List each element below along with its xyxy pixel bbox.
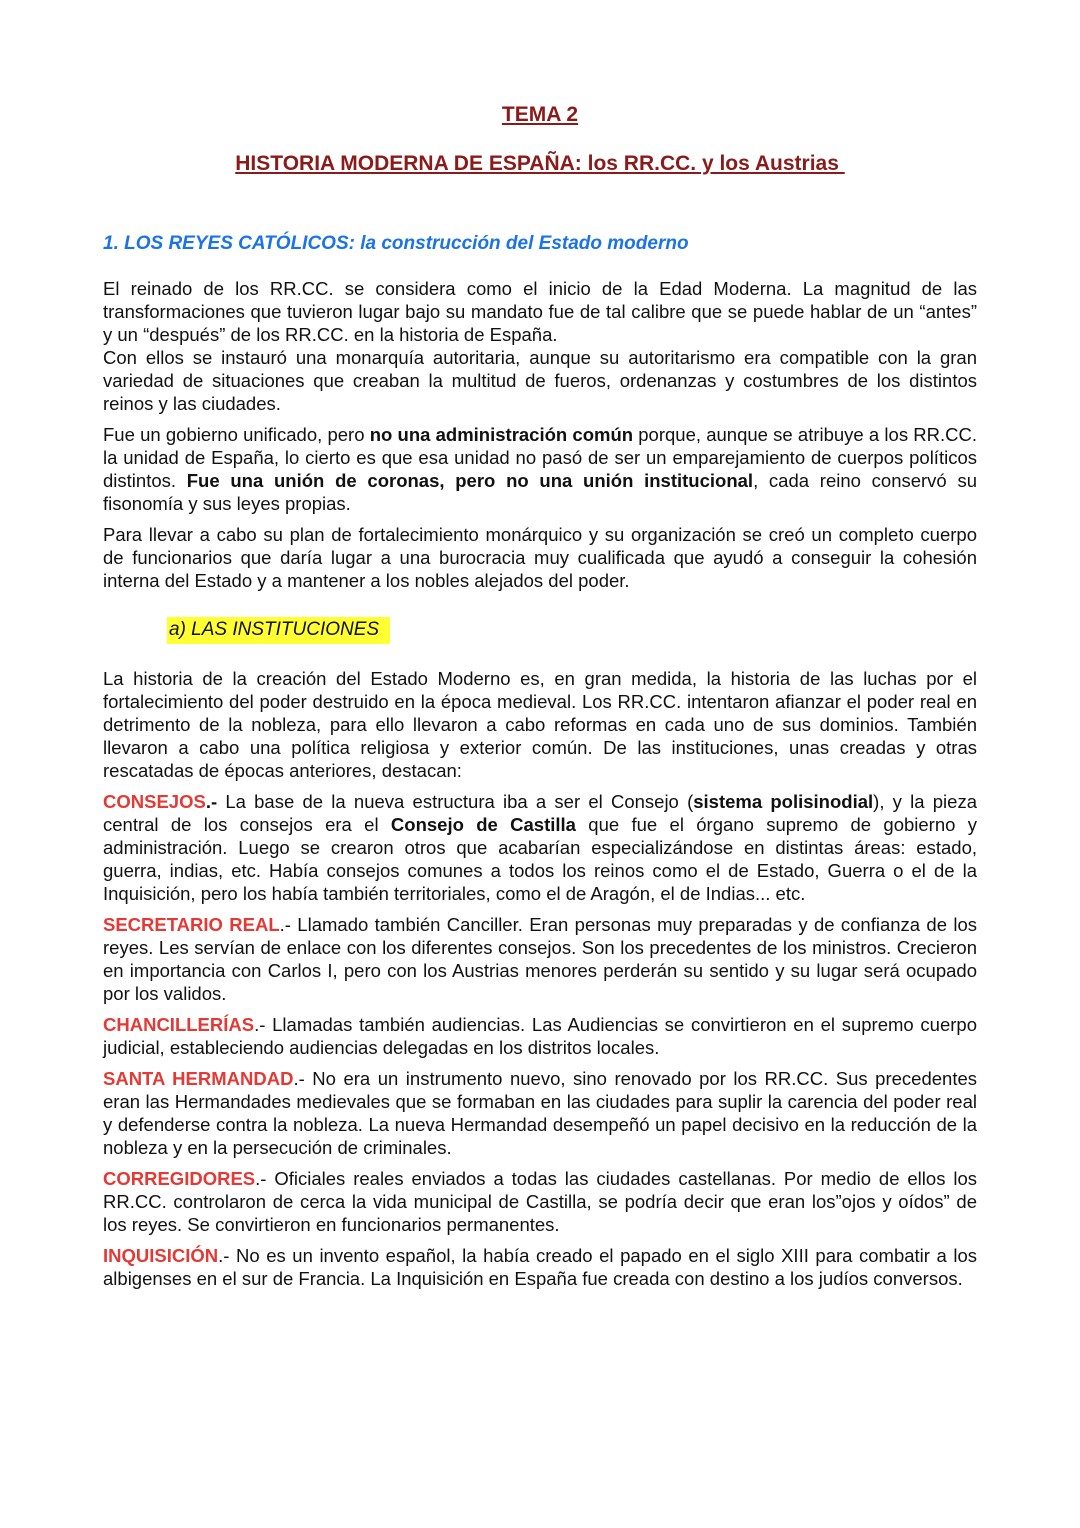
entry-inquisicion [103,1244,977,1290]
term-separator: .- [255,1168,267,1189]
term-separator: .- [218,1245,230,1266]
term-corregidores: CORREGIDORES [103,1168,256,1189]
term-secretario-real: SECRETARIO REAL [103,914,280,935]
document-title: TEMA 2 [501,103,579,126]
text-span: Llamadas también audiencias. Las Audiencias se convirtieron en el supremo cuerpo judicial, estableciendo audiencias delegadas en los distritos locales. [103,1014,977,1058]
term-inquisicion: INQUISICIÓN [103,1245,219,1266]
text-span: que fue el órgano supremo de gobierno y administración. Luego se crearon otros que acabarían especializándose en distintas áreas: estado, guerra, indias, etc. Había consejos comunes a todos los reinos como el de Estado, Guerra o el de la Inquisición, pero los había también territoriales, como el de Aragón, el de Indias... etc. [103,814,978,904]
entry-secretario-real [103,913,977,1005]
text-span: Oficiales reales enviados a todas las ciudades castellanas. Por medio de ellos los RR.CC. controlaron de cerca la vida municipal de Castilla, se podría decir que eran los”ojos y oídos” de los reyes. Se convirtieron en funcionarios permanentes. [103,1168,977,1235]
entry-chancillerias [103,1013,977,1059]
bold-phrase: Consejo de Castilla [390,814,576,835]
term-separator: .- [205,791,218,812]
section-heading: 1. LOS REYES CATÓLICOS: la construcción del Estado moderno [103,233,689,254]
intro-paragraph-1: El reinado de los RR.CC. se considera como el inicio de la Edad Moderna. La magnitud de las transformaciones que tuvieron lugar bajo su mandato fue de tal calibre que se puede hablar de un “antes” y un “después” de los RR.CC. en la historia de España. [103,278,977,345]
instituciones-intro: La historia de la creación del Estado Moderno es, en gran medida, la historia de las luchas por el fortalecimiento del poder destruido en la época medieval. Los RR.CC. intentaron afianzar el poder real en detrimento de la nobleza, para ello llevaron a cabo reformas en cada uno de sus dominios. También llevaron a cabo una política religiosa y exterior común. De las instituciones, unas creadas y otras rescatadas de épocas anteriores, destacan: [103,668,977,781]
intro-block [103,277,977,592]
term-separator: .- [279,914,291,935]
text-span: Llamado también Canciller. Eran personas muy preparadas y de confianza de los reyes. Les servían de enlace con los diferentes consejos. Son los precedentes de los ministros. Crecieron en importancia con Carlos I, pero con los Austrias menores perderán su sentido y su lugar será ocupado por los validos. [103,914,977,1004]
bold-phrase: no una administración común [369,424,634,445]
bold-phrase: Fue una unión de coronas, pero no una unión institucional [186,470,754,491]
term-chancillerias: CHANCILLERÍAS [103,1014,255,1035]
intro-paragraph-4: Para llevar a cabo su plan de fortalecimiento monárquico y su organización se creó un completo cuerpo de funcionarios que daría lugar a una burocracia muy cualificada que ayudó a conseguir la cohesión interna del Estado y a mantener a los nobles alejados del poder. [103,524,977,591]
instituciones-block [103,667,977,1290]
text-span: No era un instrumento nuevo, sino renovado por los RR.CC. Sus precedentes eran las Hermandades medievales que se formaban en las ciudades para suplir la carencia del poder real y defenderse contra la nobleza. La nueva Hermandad desempeñó un papel decisivo en la reducción de la nobleza y en la persecución de criminales. [103,1068,977,1158]
text-span: La base de la nueva estructura iba a ser el Consejo ( [217,791,694,812]
sub-heading-instituciones: a) LAS INSTITUCIONES [167,617,390,644]
intro-paragraph-3 [103,423,977,515]
text-span: Fue un gobierno unificado, pero [103,424,370,445]
term-santa-hermandad: SANTA HERMANDAD [103,1068,294,1089]
text-span: , cada reino conservó su fisonomía y sus leyes propias. [103,470,977,514]
term-consejos: CONSEJOS [103,791,206,812]
term-separator: .- [293,1068,305,1089]
term-separator: .- [254,1014,266,1035]
text-span: ), y la pieza central de los consejos era el [103,791,977,835]
entry-santa-hermandad [103,1067,977,1159]
entry-consejos [103,790,977,905]
bold-phrase: sistema polisinodial [693,791,874,812]
text-span: porque, aunque se atribuye a los RR.CC. la unidad de España, lo cierto es que esa unidad no pasó de ser un emparejamiento de cuerpos políticos distintos. [103,424,977,491]
intro-paragraph-2: Con ellos se instauró una monarquía autoritaria, aunque su autoritarismo era compatible con la gran variedad de situaciones que creaban la multitud de fueros, ordenanzas y costumbres de los distintos reinos y las ciudades. [103,347,977,414]
document-subtitle: HISTORIA MODERNA DE ESPAÑA: los RR.CC. y los Austrias [235,152,845,175]
entry-corregidores [103,1167,977,1236]
text-span: No es un invento español, la había creado el papado en el siglo XIII para combatir a los albigenses en el sur de Francia. La Inquisición en España fue creada con destino a los judíos conversos. [103,1245,977,1289]
